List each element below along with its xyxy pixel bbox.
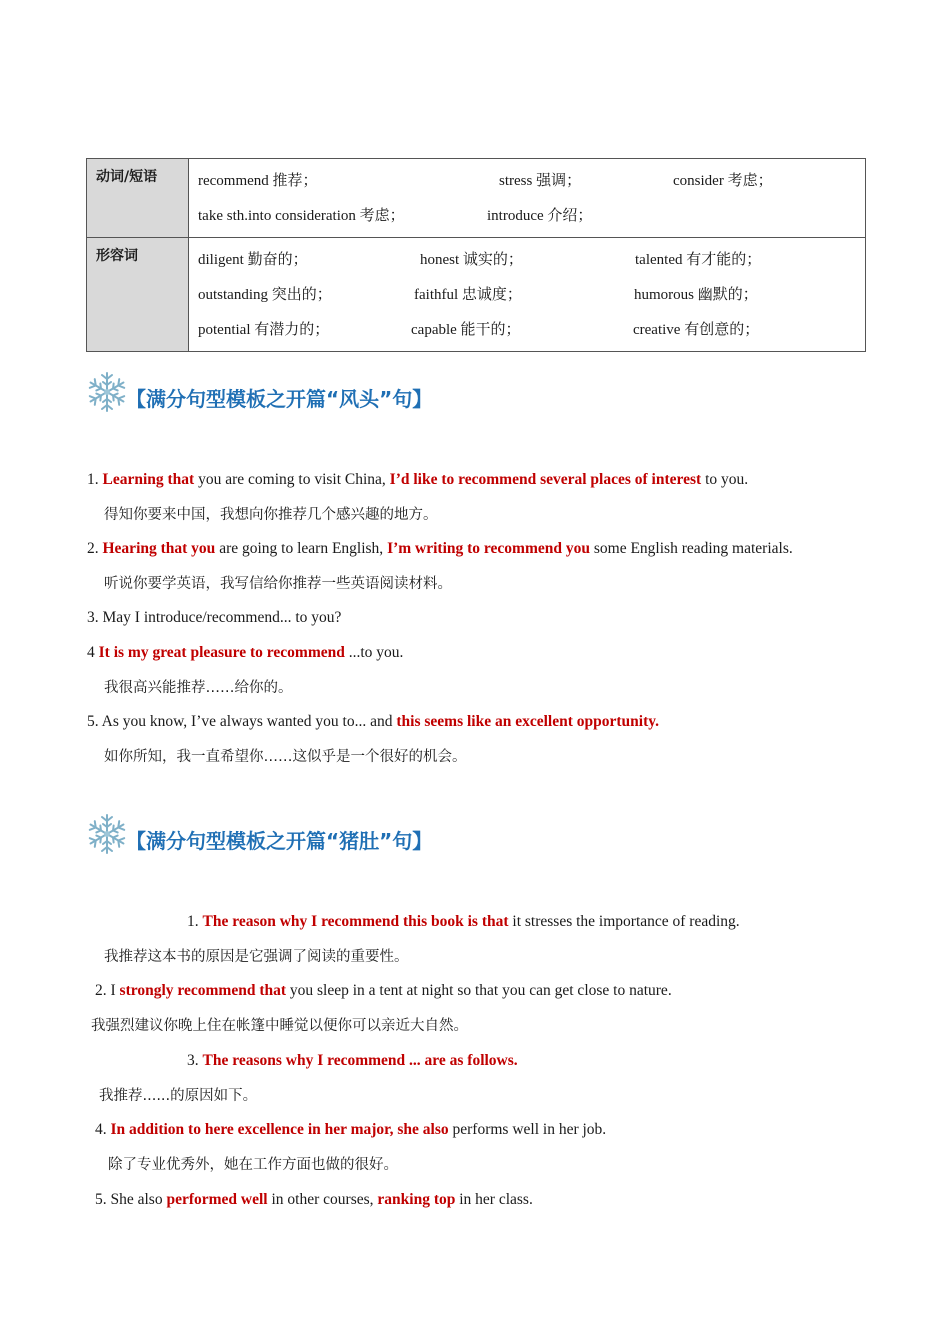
heading-text: 【满分句型模板之开篇“风头”句】 [126, 387, 433, 411]
word-entry: capable 能干的； [411, 322, 521, 338]
sentence-line [87, 643, 403, 663]
word-entry: stress 强调； [499, 173, 582, 189]
heading-text: 【满分句型模板之开篇“猪肚”句】 [126, 829, 433, 853]
sentence-line [87, 712, 659, 732]
word-line [189, 198, 865, 233]
sentence-number: 1. [87, 471, 103, 488]
word-line [189, 242, 865, 277]
word-entry: honest 诚实的； [420, 252, 523, 268]
word-entry: diligent 勤奋的； [198, 252, 308, 268]
key-phrase: performed well [166, 1191, 268, 1208]
sentence-text: ...to you. [344, 644, 404, 661]
section-heading [86, 371, 686, 421]
words-cell [189, 159, 866, 238]
key-phrase: It is my great pleasure to recommend [98, 644, 345, 661]
word-line [189, 277, 865, 312]
key-phrase: In addition to here excellence in her major, she also [110, 1121, 449, 1138]
translation-line: 我推荐......的原因如下。 [99, 1088, 258, 1104]
sentence-number: 4. [95, 1121, 111, 1138]
key-phrase: The reason why I recommend this book is that [202, 913, 509, 930]
key-phrase: strongly recommend that [119, 982, 287, 999]
sentence-number: 4 [87, 644, 99, 661]
translation-line: 我推荐这本书的原因是它强调了阅读的重要性。 [104, 949, 409, 965]
sentence-text: in her class. [455, 1191, 533, 1208]
section-heading [86, 813, 686, 863]
sentence-line [187, 912, 740, 932]
sentence-line: 3. May I introduce/recommend... to you? [87, 609, 342, 626]
sentence-line [87, 539, 793, 559]
sentence-number: 3. [187, 1052, 203, 1069]
sentence-text: . [655, 713, 660, 730]
sentence-line [187, 1051, 518, 1071]
translation-line: 我很高兴能推荐……给你的。 [104, 680, 293, 696]
translation-line: 我强烈建议你晚上住在帐篷中睡觉以便你可以亲近大自然。 [91, 1018, 468, 1034]
sentence-text: to you. [701, 471, 749, 488]
word-entry: outstanding 突出的； [198, 287, 332, 303]
key-phrase: The reasons why I recommend ... are as follows. [202, 1052, 518, 1069]
word-entry: consider 考虑； [673, 173, 773, 189]
sentence-line [95, 1190, 533, 1210]
word-entry: humorous 幽默的； [634, 287, 758, 303]
key-phrase: I’d like to recommend several places of interest [389, 471, 702, 488]
words-cell [189, 238, 866, 352]
table-row [87, 159, 866, 238]
sentence-number: 1. [187, 913, 203, 930]
word-entry: introduce 介绍； [487, 208, 593, 224]
word-entry: potential 有潜力的； [198, 322, 330, 338]
sentence-text: some English reading materials. [589, 540, 793, 557]
word-entry: faithful 忠诚度； [414, 287, 522, 303]
translation-line: 除了专业优秀外，她在工作方面也做的很好。 [108, 1157, 398, 1173]
word-line [189, 163, 865, 198]
word-entry: take sth.into consideration 考虑； [198, 208, 405, 224]
translation-line: 如你所知，我一直希望你……这似乎是一个很好的机会。 [104, 749, 467, 765]
word-entry: talented 有才能的； [635, 252, 762, 268]
key-phrase: Hearing that you [102, 540, 216, 557]
sentence-line [95, 981, 672, 1001]
sentence-text: performs well in her job. [448, 1121, 607, 1138]
sentence-line [95, 1120, 606, 1140]
translation-line: 得知你要来中国，我想向你推荐几个感兴趣的地方。 [104, 507, 438, 523]
key-phrase: ranking top [377, 1191, 456, 1208]
sentence-text: are going to learn English, [215, 540, 388, 557]
sentence-text: you sleep in a tent at night so that you can get close to nature. [286, 982, 672, 999]
snowflake-icon [86, 371, 128, 413]
sentence-text: you are coming to visit China, [194, 471, 390, 488]
sentence-number: 2. I [95, 982, 120, 999]
word-entry: creative 有创意的； [633, 322, 760, 338]
snowflake-icon [86, 813, 128, 855]
translation-line: 听说你要学英语，我写信给你推荐一些英语阅读材料。 [104, 576, 452, 592]
sentence-text: in other courses, [267, 1191, 378, 1208]
word-line [189, 312, 865, 347]
sentence-text: 5. As you know, I’ve always wanted you to... and [87, 713, 397, 730]
sentence-number: 2. [87, 540, 103, 557]
table-row [87, 238, 866, 352]
word-entry: recommend 推荐； [198, 173, 318, 189]
category-cell: 动词/短语 [87, 159, 189, 238]
sentence-text: 5. She also [95, 1191, 167, 1208]
sentence-line [87, 470, 748, 490]
key-phrase: I’m writing to recommend you [387, 540, 590, 557]
sentence-text: it stresses the importance of reading. [508, 913, 740, 930]
vocabulary-table [86, 158, 866, 352]
category-cell: 形容词 [87, 238, 189, 352]
key-phrase: this seems like an excellent opportunity [396, 713, 656, 730]
key-phrase: Learning that [102, 471, 195, 488]
